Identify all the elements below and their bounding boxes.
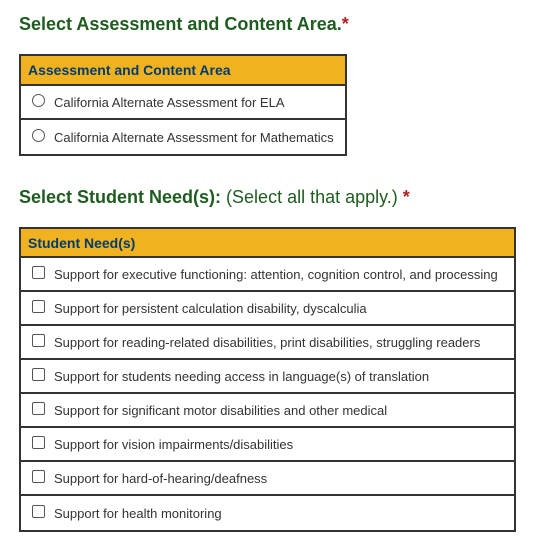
dyscalculia-checkbox[interactable]: [32, 300, 45, 313]
ela-radio[interactable]: [32, 94, 45, 107]
assessment-option-math[interactable]: [21, 120, 345, 154]
select-all-note: (Select all that apply.): [221, 187, 403, 207]
assessment-table-header: Assessment and Content Area: [21, 56, 345, 86]
health-monitoring-checkbox[interactable]: [32, 505, 45, 518]
need-label[interactable]: Support for significant motor disabilities and other medical: [54, 402, 388, 418]
hard-of-hearing-checkbox[interactable]: [32, 470, 45, 483]
need-label[interactable]: Support for hard-of-hearing/deafness: [54, 470, 268, 486]
student-needs-table-header: Student Need(s): [21, 229, 514, 258]
required-marker: *: [341, 14, 349, 34]
assessment-table: [19, 54, 347, 156]
need-option-motor-disabilities[interactable]: [21, 394, 514, 428]
assessment-section-heading: [19, 14, 349, 35]
student-needs-heading-text: Select Student Need(s):: [19, 187, 222, 207]
vision-impairments-checkbox[interactable]: [32, 436, 45, 449]
need-option-dyscalculia[interactable]: [21, 292, 514, 326]
need-label[interactable]: Support for executive functioning: attention, cognition control, and processing: [54, 266, 498, 282]
need-label[interactable]: Support for persistent calculation disability, dyscalculia: [54, 300, 367, 316]
assessment-option-ela[interactable]: [21, 86, 345, 120]
math-label[interactable]: California Alternate Assessment for Mathematics: [54, 129, 334, 145]
student-needs-section-heading: [19, 187, 410, 208]
need-label[interactable]: Support for students needing access in language(s) of translation: [54, 368, 430, 384]
reading-disabilities-checkbox[interactable]: [32, 334, 45, 347]
translation-checkbox[interactable]: [32, 368, 45, 381]
motor-disabilities-checkbox[interactable]: [32, 402, 45, 415]
need-option-health-monitoring[interactable]: [21, 496, 514, 530]
need-option-reading-disabilities[interactable]: [21, 326, 514, 360]
need-option-hard-of-hearing[interactable]: [21, 462, 514, 496]
required-marker: *: [402, 187, 410, 207]
executive-functioning-checkbox[interactable]: [32, 266, 45, 279]
need-label[interactable]: Support for vision impairments/disabilities: [54, 436, 294, 452]
need-label[interactable]: Support for reading-related disabilities, print disabilities, struggling readers: [54, 334, 481, 350]
student-needs-table: [19, 227, 516, 532]
need-label[interactable]: Support for health monitoring: [54, 505, 222, 521]
need-option-executive-functioning[interactable]: [21, 258, 514, 292]
need-option-vision-impairments[interactable]: [21, 428, 514, 462]
need-option-translation[interactable]: [21, 360, 514, 394]
assessment-heading-text: Select Assessment and Content Area.: [19, 14, 342, 34]
ela-label[interactable]: California Alternate Assessment for ELA: [54, 94, 285, 110]
math-radio[interactable]: [32, 129, 45, 142]
